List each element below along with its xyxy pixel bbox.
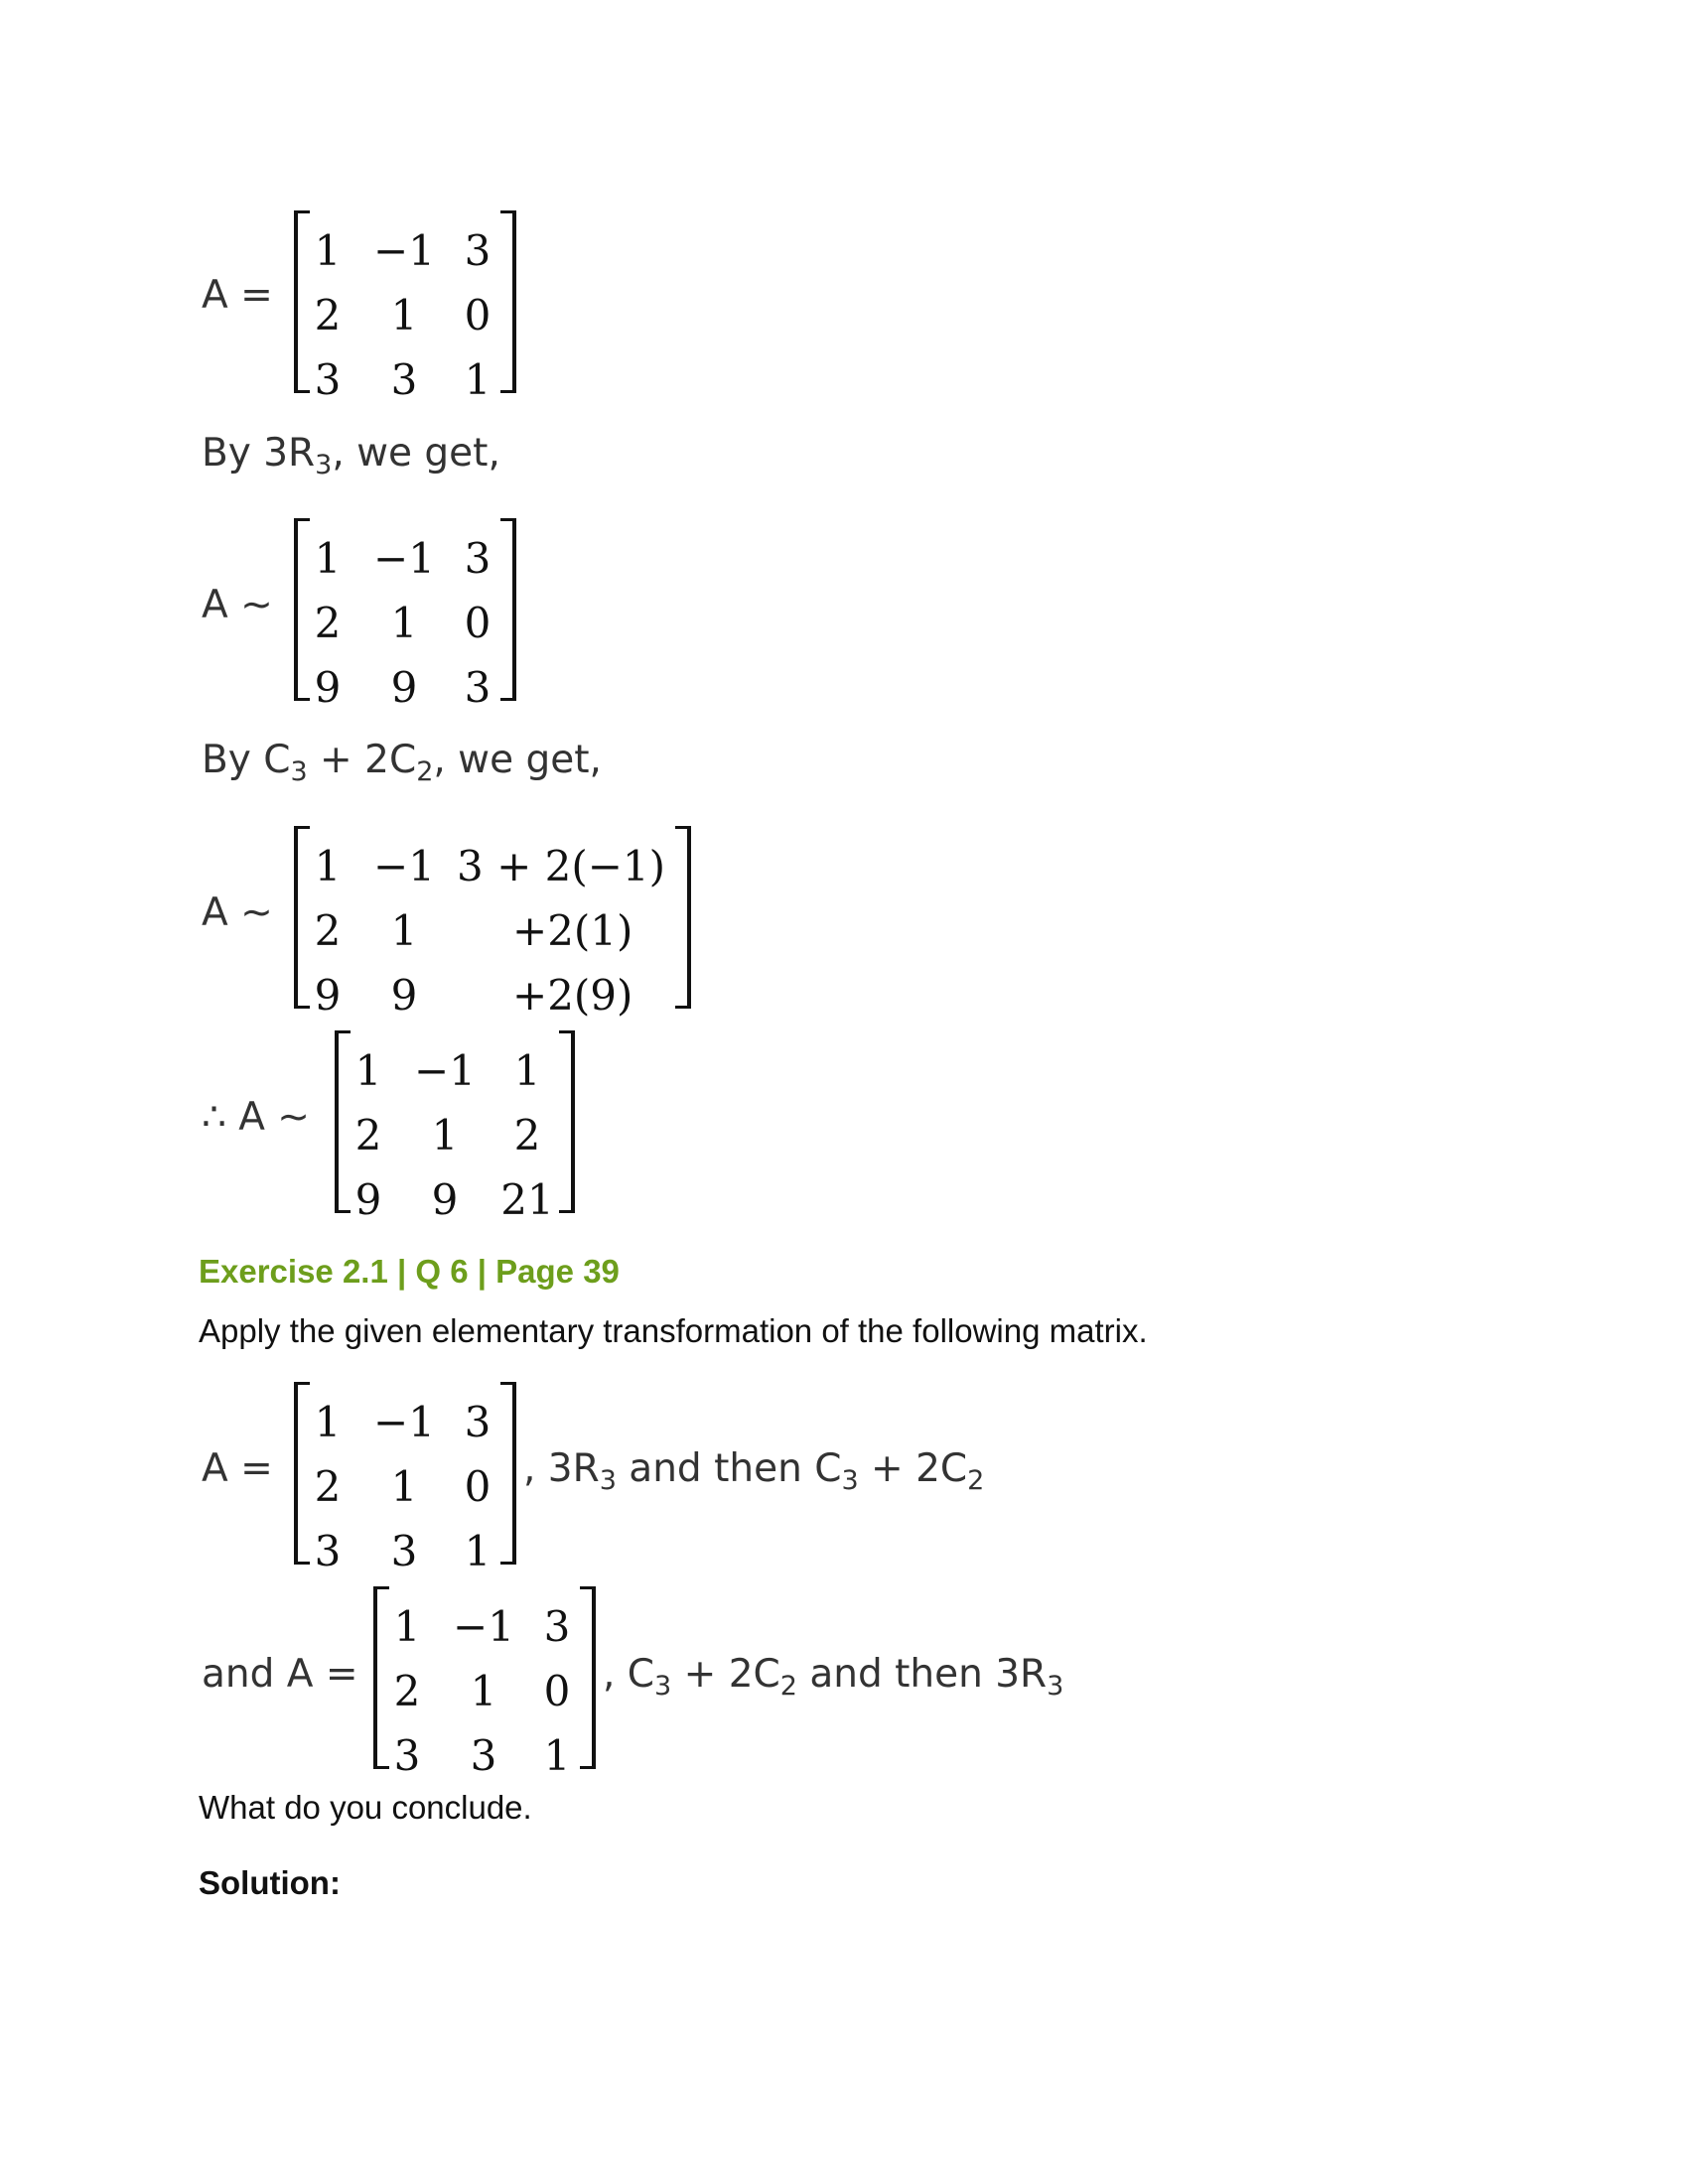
matrix-cell: 3 (543, 1602, 571, 1651)
text: , we get, (332, 431, 500, 476)
subscript: 2 (416, 756, 434, 787)
matrix-cell: 2 (354, 1111, 382, 1160)
matrix-label-4: ∴ A ~ (202, 1095, 310, 1140)
right-bracket (559, 1030, 575, 1213)
matrix-cell: 9 (390, 663, 418, 712)
matrix-a-exercise-1 (294, 1382, 516, 1575)
subscript: 3 (1047, 1671, 1064, 1702)
text: and then C (616, 1446, 842, 1491)
matrix-cell: 1 (314, 842, 342, 890)
matrix-label-3: A ~ (202, 890, 273, 935)
matrix-cell: 1 (464, 1527, 492, 1575)
matrix-cell: 1 (390, 291, 418, 340)
matrix-a-after-3r3 (294, 518, 516, 712)
subscript: 2 (779, 1671, 797, 1702)
matrix-label-6: and A = (202, 1652, 358, 1697)
matrix-cell: 2 (314, 906, 342, 955)
matrix-cell: 9 (390, 971, 418, 1020)
text: + 2C (671, 1652, 780, 1697)
right-bracket (500, 518, 516, 701)
matrix-cell: +2(1) (512, 906, 633, 955)
text: , 3R (523, 1446, 600, 1491)
matrix-cell: 1 (464, 355, 492, 404)
right-bracket (675, 826, 691, 1009)
text: , C (603, 1652, 655, 1697)
matrix-cell: 3 (314, 355, 342, 404)
matrix-cell: 9 (314, 663, 342, 712)
matrix-cell: 1 (390, 599, 418, 647)
exercise-prompt: Apply the given elementary transformation of the following matrix. (199, 1312, 1148, 1349)
matrix-cell: 1 (314, 1398, 342, 1446)
matrix-cell: −1 (373, 842, 435, 890)
matrix-a-exercise-2 (373, 1586, 596, 1780)
conclude-question: What do you conclude. (199, 1789, 532, 1826)
matrix-label-2: A ~ (202, 583, 273, 627)
matrix-cell: 1 (390, 906, 418, 955)
matrix-cell: −1 (453, 1602, 514, 1651)
matrix-cell: 1 (543, 1731, 571, 1780)
matrix-cell: 0 (464, 1462, 492, 1511)
matrix-a-result (335, 1030, 575, 1224)
subscript: 3 (599, 1465, 617, 1496)
matrix-cell: −1 (373, 534, 435, 583)
subscript: 2 (967, 1465, 985, 1496)
subscript: 3 (290, 756, 308, 787)
matrix-label-1: A = (202, 273, 273, 318)
matrix-cell: 3 (314, 1527, 342, 1575)
step-text-3r3 (202, 431, 500, 480)
matrix-cell: 1 (314, 534, 342, 583)
matrix-cell: 3 (464, 534, 492, 583)
matrix-cell: −1 (373, 226, 435, 275)
matrix-cell: 3 (464, 663, 492, 712)
matrix-cell: 1 (354, 1046, 382, 1095)
matrix-a-column-op (294, 826, 691, 1020)
matrix-cell: 2 (314, 1462, 342, 1511)
matrix-cell: −1 (373, 1398, 435, 1446)
matrix-cell: 1 (513, 1046, 541, 1095)
matrix-label-5: A = (202, 1446, 273, 1491)
right-bracket (500, 210, 516, 393)
matrix-cell: 3 (464, 1398, 492, 1446)
text: , we get, (433, 738, 602, 782)
matrix-cell: 3 (393, 1731, 421, 1780)
matrix-cell: 2 (314, 291, 342, 340)
matrix-cell: 9 (354, 1175, 382, 1224)
matrix-cell: 3 (464, 226, 492, 275)
matrix-cell: 9 (314, 971, 342, 1020)
matrix-cell: 1 (393, 1602, 421, 1651)
matrix-cell: 3 (390, 1527, 418, 1575)
matrix-cell: 21 (500, 1175, 554, 1224)
matrix-cell: 0 (543, 1667, 571, 1715)
transformation-text-1 (523, 1446, 985, 1496)
step-text-c3-plus-2c2 (202, 738, 602, 787)
text: + 2C (307, 738, 417, 782)
text: + 2C (858, 1446, 968, 1491)
matrix-cell: 1 (470, 1667, 497, 1715)
matrix-cell: −1 (414, 1046, 476, 1095)
matrix-cell: 0 (464, 599, 492, 647)
solution-label: Solution: (199, 1864, 341, 1901)
matrix-cell: 1 (390, 1462, 418, 1511)
text: By 3R (202, 431, 316, 476)
matrix-cell: 2 (393, 1667, 421, 1715)
matrix-cell: 9 (431, 1175, 459, 1224)
subscript: 3 (315, 450, 333, 480)
matrix-cell: 3 (470, 1731, 497, 1780)
right-bracket (500, 1382, 516, 1565)
matrix-cell: 2 (513, 1111, 541, 1160)
matrix-cell: 1 (431, 1111, 459, 1160)
matrix-cell: 0 (464, 291, 492, 340)
text: By C (202, 738, 291, 782)
subscript: 3 (841, 1465, 859, 1496)
subscript: 3 (654, 1671, 672, 1702)
matrix-cell: +2(9) (512, 971, 633, 1020)
transformation-text-2 (603, 1652, 1064, 1702)
matrix-a-original (294, 210, 516, 404)
matrix-cell: 3 (390, 355, 418, 404)
text: and then 3R (796, 1652, 1048, 1697)
right-bracket (580, 1586, 596, 1769)
exercise-heading: Exercise 2.1 | Q 6 | Page 39 (199, 1253, 620, 1290)
matrix-cell: 2 (314, 599, 342, 647)
matrix-cell: 3 + 2(−1) (457, 842, 666, 890)
matrix-cell: 1 (314, 226, 342, 275)
